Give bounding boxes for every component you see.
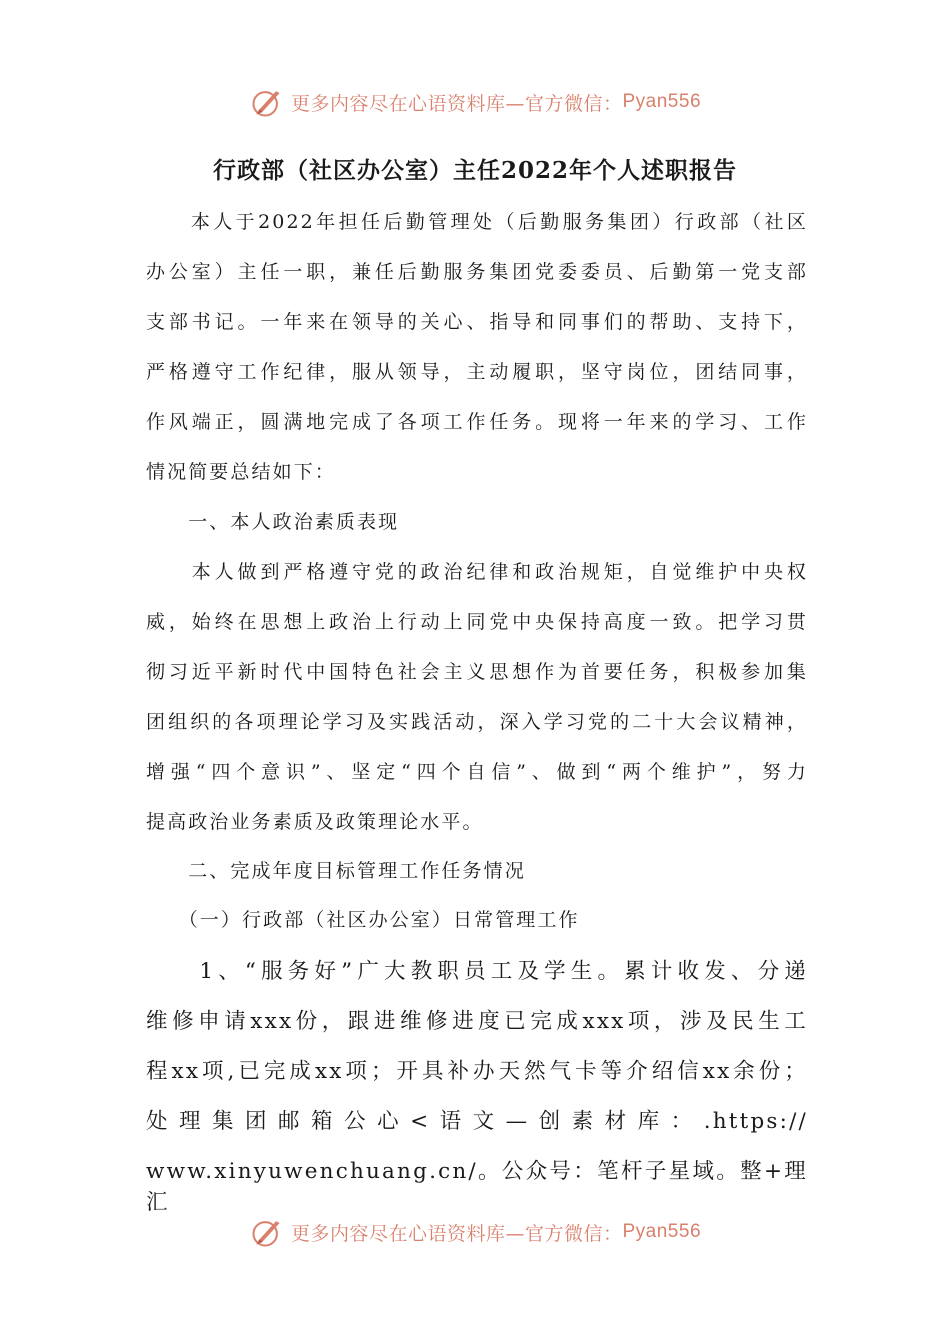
body-line: 彻习近平新时代中国特色社会主义思想作为首要任务，积极参加集 — [146, 661, 808, 683]
body-line: 支部书记。一年来在领导的关心、指导和同事们的帮助、支持下， — [146, 311, 808, 333]
body-line: 作风端正，圆满地完成了各项工作任务。现将一年来的学习、工作 — [146, 411, 808, 433]
body-line: 处理集团邮箱公心<语文—创素材库：.https:// — [146, 1109, 808, 1134]
document-title: 行政部（社区办公室）主任2022年个人述职报告 — [212, 157, 737, 184]
body-line: 团组织的各项理论学习及实践活动，深入学习党的二十大会议精神， — [146, 711, 808, 733]
body-line: 提高政治业务素质及政策理论水平。 — [146, 811, 484, 833]
subsection-heading: （一）行政部（社区办公室）日常管理工作 — [146, 909, 580, 931]
section-heading-2: 二、完成年度目标管理工作任务情况 — [146, 860, 526, 882]
body-line: 本人于2022年担任后勤管理处（后勤服务集团）行政部（社区 — [146, 211, 808, 233]
body-line: 威，始终在思想上政治上行动上同党中央保持高度一致。把学习贯 — [146, 611, 808, 633]
body-line: 维修申请xxx份，跟进维修进度已完成xxx项，涉及民生工 — [146, 1009, 808, 1034]
watermark-wechat-id: Pyan556 — [622, 91, 702, 112]
pen-logo-icon — [249, 1214, 285, 1250]
body-line: 办公室）主任一职，兼任后勤服务集团党委委员、后勤第一党支部 — [146, 261, 808, 283]
body-line: 增强“四个意识”、坚定“四个自信”、做到“两个维护”，努力 — [146, 761, 808, 783]
watermark-footer — [0, 1210, 950, 1254]
body-line: 本人做到严格遵守党的政治纪律和政治规矩，自觉维护中央权 — [146, 561, 808, 583]
watermark-text: 更多内容尽在心语资料库—官方微信： — [290, 92, 623, 115]
section-heading-1: 一、本人政治素质表现 — [146, 511, 400, 533]
watermark-header — [0, 80, 950, 124]
watermark-text: 更多内容尽在心语资料库—官方微信： — [290, 1222, 623, 1245]
body-line: www.xinyuwenchuang.cn/。公众号：笔杆子星域。整+理汇 — [146, 1159, 808, 1215]
body-line: 程xx项,已完成xx项；开具补办天然气卡等介绍信xx余份； — [146, 1059, 808, 1084]
pen-logo-icon — [249, 84, 285, 120]
watermark-wechat-id: Pyan556 — [622, 1221, 702, 1242]
body-line: 情况简要总结如下： — [146, 461, 336, 483]
body-line: 1、“服务好”广大教职员工及学生。累计收发、分递 — [146, 959, 808, 984]
body-line: 严格遵守工作纪律，服从领导，主动履职，坚守岗位，团结同事， — [146, 361, 808, 383]
